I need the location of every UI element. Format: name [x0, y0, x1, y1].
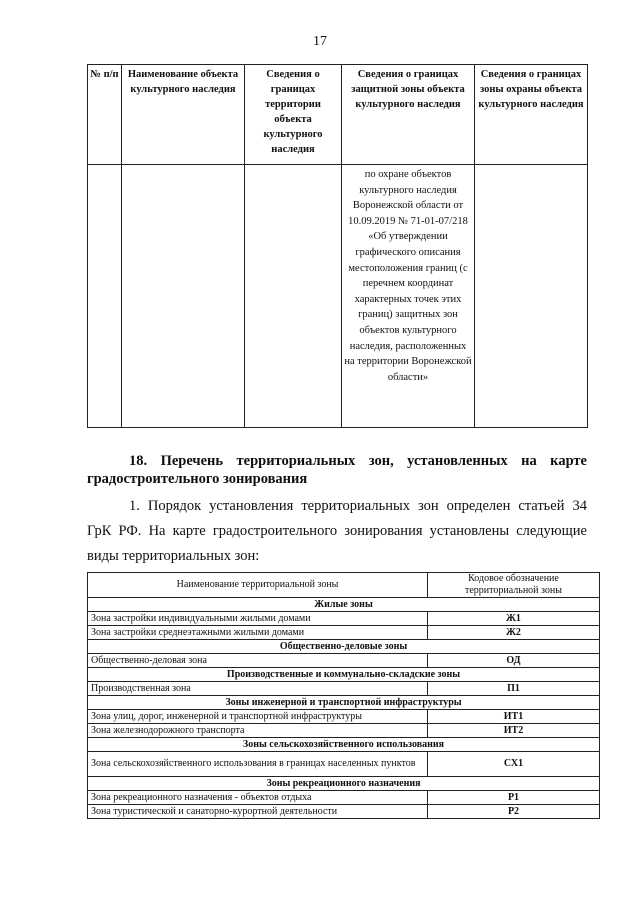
page-number: 17: [313, 34, 327, 49]
section-title: Общественно-деловые зоны: [88, 640, 600, 654]
col-header-zone-code: Кодовое обозначение территориальной зоны: [428, 573, 600, 598]
section-row: [88, 640, 600, 654]
cell-protection-zone: [475, 165, 588, 428]
section-heading-line-1: 18. Перечень территориальных зон, установленных на карте: [129, 453, 587, 469]
heritage-table: [87, 64, 588, 428]
zones-table-header: [88, 573, 600, 598]
zone-code: Ж2: [428, 626, 600, 640]
col-header-number: № п/п: [88, 65, 122, 165]
section-title: Зоны рекреационного назначения: [88, 777, 600, 791]
table-row: [88, 724, 600, 738]
table-row: [88, 626, 600, 640]
section-heading: [87, 452, 587, 488]
table-row: [88, 612, 600, 626]
cell-object-name: [122, 165, 245, 428]
section-title: Жилые зоны: [88, 598, 600, 612]
table-row: [88, 165, 588, 428]
zone-code: П1: [428, 682, 600, 696]
col-header-protective-zone: Сведения о границах защитной зоны объекта культурного наследия: [342, 65, 475, 165]
table-row: [88, 710, 600, 724]
heritage-table-header: [88, 65, 588, 165]
zone-name: Зона сельскохозяйственного использования в границах населенных пунктов: [88, 752, 428, 777]
zone-code: ОД: [428, 654, 600, 668]
paragraph-line-3: виды территориальных зон:: [87, 548, 260, 564]
col-header-object-name: Наименование объекта культурного наследия: [122, 65, 245, 165]
table-row: [88, 791, 600, 805]
table-row: [88, 752, 600, 777]
section-row: [88, 696, 600, 710]
zone-code: ИТ1: [428, 710, 600, 724]
zone-code: Р2: [428, 805, 600, 819]
paragraph-line-1: 1. Порядок установления территориальных зон определен статьей 34: [129, 498, 587, 514]
section-title: Производственные и коммунально-складские зоны: [88, 668, 600, 682]
section-title: Зоны инженерной и транспортной инфраструктуры: [88, 696, 600, 710]
zone-name: Зона туристической и санаторно-курортной деятельности: [88, 805, 428, 819]
cell-territory-bounds: [245, 165, 342, 428]
section-row: [88, 668, 600, 682]
paragraph-line-2: ГрК РФ. На карте градостроительного зонирования установлены следующие: [87, 523, 587, 539]
zones-table: [87, 572, 600, 819]
table-row: [88, 682, 600, 696]
cell-number: [88, 165, 122, 428]
section-title: Зоны сельскохозяйственного использования: [88, 738, 600, 752]
section-row: [88, 777, 600, 791]
zone-code: СХ1: [428, 752, 600, 777]
col-header-territory-bounds: Сведения о границах территории объекта культурного наследия: [245, 65, 342, 165]
zone-name: Зона рекреационного назначения - объектов отдыха: [88, 791, 428, 805]
col-header-protection-zone: Сведения о границах зоны охраны объекта культурного наследия: [475, 65, 588, 165]
section-paragraph: [87, 494, 587, 569]
zone-name: Зона улиц, дорог, инженерной и транспортной инфраструктуры: [88, 710, 428, 724]
table-row: [88, 805, 600, 819]
cell-protective-zone: по охране объектов культурного наследия Воронежской области от 10.09.2019 № 71-01-07/218 «Об утверждении графического описания местоположения границ (с перечнем координат характерных точек этих границ) защитных зон объектов культурного наследия, расположенных на территории Воронежской области»: [342, 165, 475, 428]
section-row: [88, 738, 600, 752]
zone-name: Зона застройки среднеэтажными жилыми домами: [88, 626, 428, 640]
zone-name: Производственная зона: [88, 682, 428, 696]
zone-code: ИТ2: [428, 724, 600, 738]
section-row: [88, 598, 600, 612]
zone-name: Общественно-деловая зона: [88, 654, 428, 668]
col-header-zone-name: Наименование территориальной зоны: [88, 573, 428, 598]
section-heading-line-2: градостроительного зонирования: [87, 471, 308, 487]
zone-code: Ж1: [428, 612, 600, 626]
table-row: [88, 654, 600, 668]
zone-code: Р1: [428, 791, 600, 805]
zone-name: Зона застройки индивидуальными жилыми домами: [88, 612, 428, 626]
zone-name: Зона железнодорожного транспорта: [88, 724, 428, 738]
